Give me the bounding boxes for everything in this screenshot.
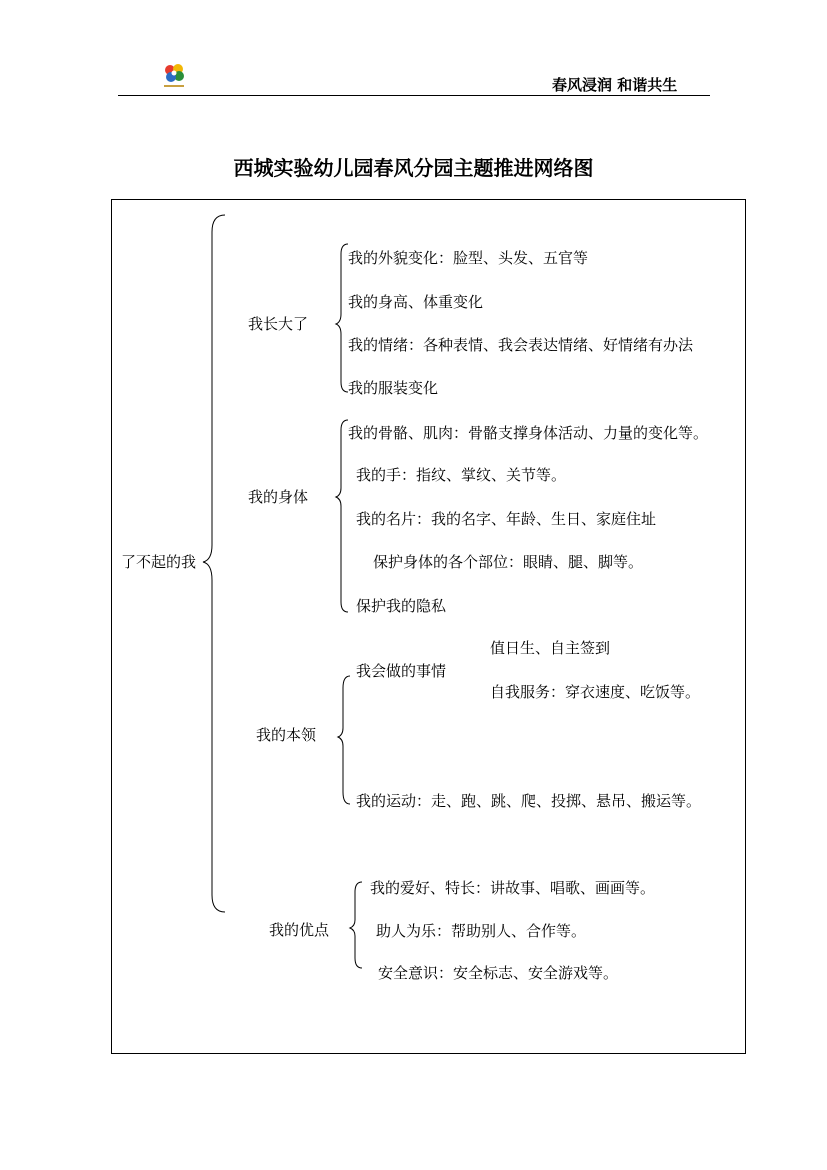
leaf-item: 我的爱好、特长：讲故事、唱歌、画画等。 [370,879,656,897]
leaf-item: 我的身高、体重变化 [348,293,484,311]
sub-leaf-item: 值日生、自主签到 [490,639,611,657]
leaf-item: 我的外貌变化：脸型、头发、五官等 [348,249,589,267]
leaf-item: 保护我的隐私 [356,597,447,615]
root-node: 了不起的我 [121,553,197,571]
brace-grow-up [336,244,348,392]
leaf-item: 我的名片：我的名字、年龄、生日、家庭住址 [356,510,657,528]
branch-body: 我的身体 [248,488,309,506]
header-slogan: 春风浸润 和谐共生 [552,76,678,94]
main-brace [203,215,225,912]
brace-body [336,420,348,612]
leaf-item: 我的骨骼、肌肉：骨骼支撑身体活动、力量的变化等。 [348,424,709,442]
branch-grow-up: 我长大了 [248,315,309,333]
leaf-item: 安全意识：安全标志、安全游戏等。 [378,964,619,982]
leaf-item: 我的情绪：各种表情、我会表达情绪、好情绪有办法 [348,336,694,354]
branch-skills: 我的本领 [256,726,317,744]
brace-strengths [350,882,362,968]
leaf-item: 助人为乐：帮助别人、合作等。 [376,922,587,940]
sub-leaf-item: 自我服务：穿衣速度、吃饭等。 [490,683,701,701]
page-title: 西城实验幼儿园春风分园主题推进网络图 [233,156,594,180]
leaf-item: 我的运动：走、跑、跳、爬、投掷、悬吊、搬运等。 [356,792,702,810]
branch-strengths: 我的优点 [269,921,330,939]
leaf-item: 我的手：指纹、掌纹、关节等。 [356,466,567,484]
leaf-item: 保护身体的各个部位：眼睛、腿、脚等。 [373,553,644,571]
leaf-item: 我会做的事情 [356,662,447,680]
brace-skills [338,676,350,804]
leaf-item: 我的服装变化 [348,379,439,397]
